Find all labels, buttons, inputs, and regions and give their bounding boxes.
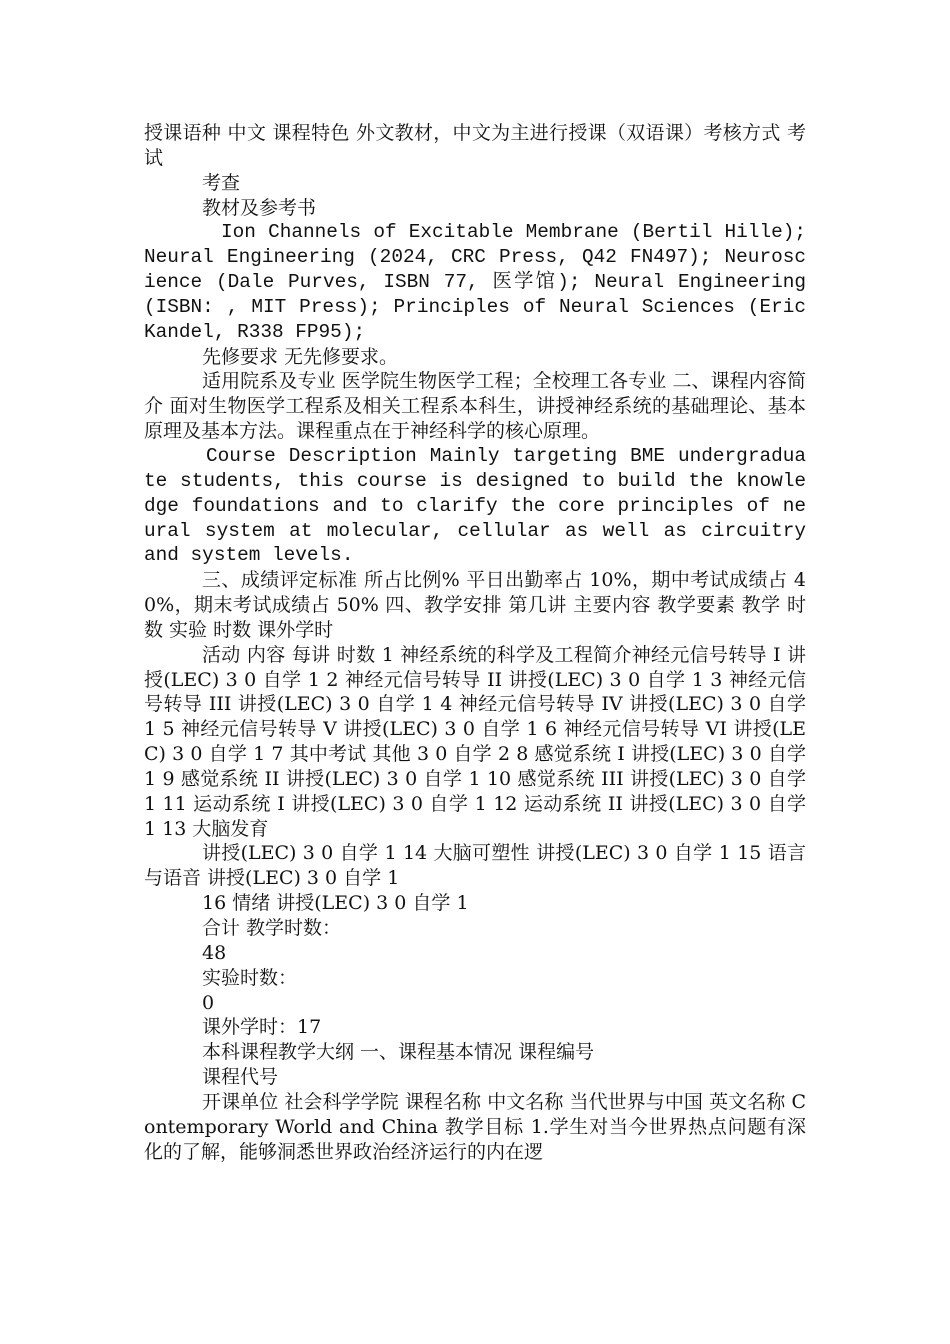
document-body — [144, 121, 806, 1164]
paragraph-grading: 三、成绩评定标准 所占比例% 平日出勤率占 10%，期中考试成绩占 40%，期末考试成绩占 50% 四、教学安排 第几讲 主要内容 教学要素 教学 时数 实验 时数 课外学时 — [144, 569, 806, 641]
paragraph-schedule-1: 活动 内容 每讲 时数 1 神经系统的科学及工程简介神经元信号转导 I 讲授(LEC) 3 0 自学 1 2 神经元信号转导 II 讲授(LEC) 3 0 自学 1 3 神经元信号转导 III 讲授(LEC) 3 0 自学 1 4 神经元信号转导 IV 讲授(LEC) 3 0 自学 1 5 神经元信号转导 V 讲授(LEC) 3 0 自学 1 6 神经元信号转导 VI 讲授(LEC) 3 0 自学 1 7 其中考试 其他 3 0 自学 2 8 感觉系统 I 讲授(LEC) 3 0 自学 1 9 感觉系统 II 讲授(LEC) 3 0 自学 1 10 感觉系统 III 讲授(LEC) 3 0 自学 1 11 运动系统 I 讲授(LEC) 3 0 自学 1 12 运动系统 II 讲授(LEC) 3 0 自学 1 13 大脑发育 — [144, 643, 806, 840]
paragraph-second-course: 开课单位 社会科学学院 课程名称 中文名称 当代世界与中国 英文名称 Contemporary World and China 教学目标 1.学生对当今世界热点问题有深化的了解，能够洞悉世界政治经济运行的内在逻 — [144, 1090, 806, 1163]
paragraph-course-description: Course Description Mainly targeting BME undergraduate students, this course is designed to build the knowledge foundations and to clarify the core principles of neural system at molecular, cellular as well as circuitry and system levels. — [144, 444, 806, 567]
paragraph-teaching-hours-value: 48 — [202, 941, 227, 964]
paragraph-extra-hours: 课外学时：17 — [202, 1016, 322, 1039]
paragraph-language-assessment: 授课语种 中文 课程特色 外文教材，中文为主进行授课（双语课）考核方式 考试 — [144, 122, 806, 169]
paragraph-lab-hours-value: 0 — [202, 991, 215, 1014]
paragraph-prerequisites: 先修要求 无先修要求。 — [202, 345, 399, 368]
paragraph-course-summary: 适用院系及专业 医学院生物医学工程；全校理工各专业 二、课程内容简介 面对生物医学工程系及相关工程系本科生，讲授神经系统的基础理论、基本原理及基本方法。课程重点在于神经科学的核心原理。 — [144, 370, 806, 443]
paragraph-textbooks-heading: 教材及参考书 — [202, 196, 317, 219]
paragraph-syllabus-heading: 本科课程教学大纲 一、课程基本情况 课程编号 — [202, 1041, 595, 1064]
paragraph-inspection: 考查 — [202, 171, 241, 194]
paragraph-total-teaching-hours: 合计 教学时数： — [202, 917, 342, 939]
paragraph-course-code: 课程代号 — [202, 1066, 279, 1089]
paragraph-lab-hours: 实验时数： — [202, 966, 298, 989]
paragraph-reference-books: Ion Channels of Excitable Membrane (Bertil Hille); Neural Engineering (2024, CRC Press, Q42 FN497); Neuroscience (Dale Purves, ISBN 77, 医学馆); Neural Engineering (ISBN: , MIT Press); Principles of Neural Sciences (Eric Kandel, R338 FP95); — [144, 221, 806, 343]
paragraph-schedule-2: 讲授(LEC) 3 0 自学 1 14 大脑可塑性 讲授(LEC) 3 0 自学 1 15 语言与语音 讲授(LEC) 3 0 自学 1 — [144, 842, 806, 890]
paragraph-schedule-3: 16 情绪 讲授(LEC) 3 0 自学 1 — [202, 892, 469, 915]
